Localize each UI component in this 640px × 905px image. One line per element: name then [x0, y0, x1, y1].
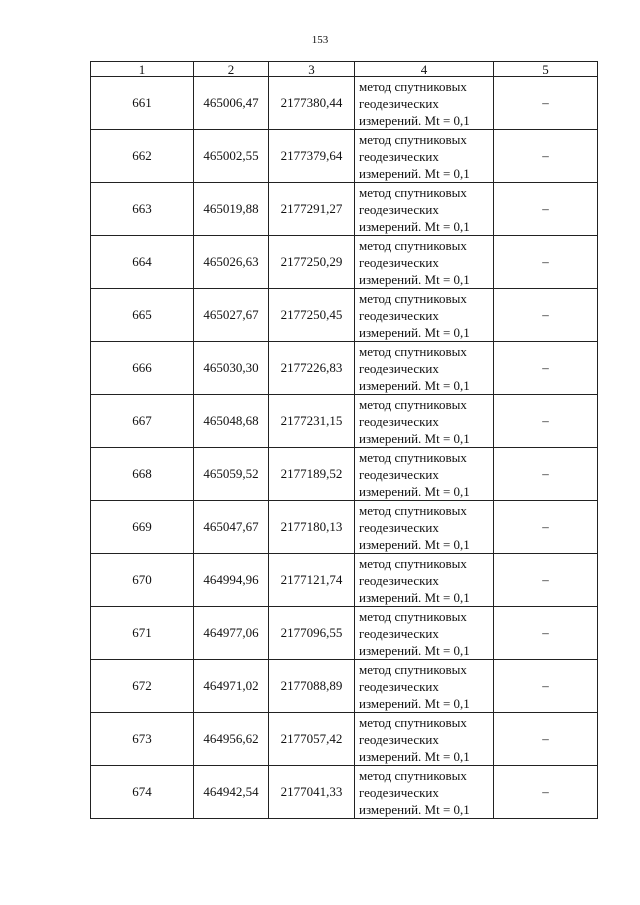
point-number-cell: 665: [91, 289, 194, 342]
column-header-4: 4: [355, 62, 494, 77]
y-coordinate-cell: 2177379,64: [269, 130, 355, 183]
page-number: 153: [311, 34, 329, 46]
method-line: измерений. Mt = 0,1: [359, 748, 470, 764]
method-line: метод спутниковых: [359, 555, 467, 571]
method-line: метод спутниковых: [359, 78, 467, 94]
table-row: [91, 501, 598, 554]
point-number-cell: 668: [91, 448, 194, 501]
method-line: метод спутниковых: [359, 661, 467, 677]
note-cell: –: [494, 289, 598, 342]
method-cell: [355, 130, 494, 183]
method-line: измерений. Mt = 0,1: [359, 536, 470, 552]
method-line: метод спутниковых: [359, 608, 467, 624]
method-cell: [355, 501, 494, 554]
method-line: измерений. Mt = 0,1: [359, 377, 470, 393]
method-line: геодезических: [359, 254, 439, 270]
y-coordinate-cell: 2177231,15: [269, 395, 355, 448]
method-line: метод спутниковых: [359, 767, 467, 783]
method-line: геодезических: [359, 95, 439, 111]
y-coordinate-cell: 2177226,83: [269, 342, 355, 395]
method-line: метод спутниковых: [359, 290, 467, 306]
x-coordinate-cell: 465002,55: [194, 130, 269, 183]
x-coordinate-cell: 465027,67: [194, 289, 269, 342]
note-cell: –: [494, 554, 598, 607]
x-coordinate-cell: 464994,96: [194, 554, 269, 607]
method-cell: [355, 236, 494, 289]
method-line: измерений. Mt = 0,1: [359, 483, 470, 499]
point-number-cell: 663: [91, 183, 194, 236]
method-cell: [355, 183, 494, 236]
method-line: измерений. Mt = 0,1: [359, 589, 470, 605]
method-line: геодезических: [359, 466, 439, 482]
y-coordinate-cell: 2177088,89: [269, 660, 355, 713]
method-line: измерений. Mt = 0,1: [359, 642, 470, 658]
x-coordinate-cell: 465047,67: [194, 501, 269, 554]
method-line: геодезических: [359, 572, 439, 588]
method-line: геодезических: [359, 360, 439, 376]
method-line: геодезических: [359, 784, 439, 800]
point-number-cell: 664: [91, 236, 194, 289]
point-number-cell: 672: [91, 660, 194, 713]
x-coordinate-cell: 465048,68: [194, 395, 269, 448]
table-row: [91, 607, 598, 660]
table-header-row: [91, 62, 598, 77]
method-line: геодезических: [359, 731, 439, 747]
method-line: метод спутниковых: [359, 237, 467, 253]
point-number-cell: 674: [91, 766, 194, 819]
method-line: метод спутниковых: [359, 714, 467, 730]
note-cell: –: [494, 766, 598, 819]
point-number-cell: 662: [91, 130, 194, 183]
x-coordinate-cell: 464956,62: [194, 713, 269, 766]
table-row: [91, 554, 598, 607]
table-row: [91, 766, 598, 819]
method-line: метод спутниковых: [359, 396, 467, 412]
method-cell: [355, 77, 494, 130]
method-cell: [355, 713, 494, 766]
point-number-cell: 673: [91, 713, 194, 766]
note-cell: –: [494, 395, 598, 448]
y-coordinate-cell: 2177057,42: [269, 713, 355, 766]
note-cell: –: [494, 236, 598, 289]
note-cell: –: [494, 660, 598, 713]
method-line: геодезических: [359, 519, 439, 535]
table-row: [91, 342, 598, 395]
method-line: геодезических: [359, 625, 439, 641]
note-cell: –: [494, 342, 598, 395]
table-row: [91, 77, 598, 130]
method-cell: [355, 607, 494, 660]
x-coordinate-cell: 465030,30: [194, 342, 269, 395]
method-line: геодезических: [359, 201, 439, 217]
method-line: измерений. Mt = 0,1: [359, 695, 470, 711]
method-line: измерений. Mt = 0,1: [359, 112, 470, 128]
table-row: [91, 236, 598, 289]
table-row: [91, 713, 598, 766]
method-cell: [355, 554, 494, 607]
x-coordinate-cell: 464977,06: [194, 607, 269, 660]
method-line: геодезических: [359, 678, 439, 694]
column-header-2: 2: [194, 62, 269, 77]
y-coordinate-cell: 2177250,45: [269, 289, 355, 342]
point-number-cell: 667: [91, 395, 194, 448]
method-line: измерений. Mt = 0,1: [359, 324, 470, 340]
coordinates-table: [90, 61, 598, 819]
method-cell: [355, 448, 494, 501]
method-line: геодезических: [359, 148, 439, 164]
point-number-cell: 661: [91, 77, 194, 130]
table-row: [91, 448, 598, 501]
y-coordinate-cell: 2177250,29: [269, 236, 355, 289]
table-body: [91, 77, 598, 819]
y-coordinate-cell: 2177096,55: [269, 607, 355, 660]
point-number-cell: 671: [91, 607, 194, 660]
y-coordinate-cell: 2177180,13: [269, 501, 355, 554]
method-line: метод спутниковых: [359, 502, 467, 518]
method-line: метод спутниковых: [359, 131, 467, 147]
table-row: [91, 130, 598, 183]
x-coordinate-cell: 465006,47: [194, 77, 269, 130]
method-line: измерений. Mt = 0,1: [359, 218, 470, 234]
note-cell: –: [494, 183, 598, 236]
note-cell: –: [494, 607, 598, 660]
method-line: метод спутниковых: [359, 449, 467, 465]
method-line: метод спутниковых: [359, 343, 467, 359]
note-cell: –: [494, 713, 598, 766]
note-cell: –: [494, 448, 598, 501]
method-line: измерений. Mt = 0,1: [359, 430, 470, 446]
x-coordinate-cell: 465059,52: [194, 448, 269, 501]
method-cell: [355, 766, 494, 819]
method-cell: [355, 289, 494, 342]
column-header-3: 3: [269, 62, 355, 77]
note-cell: –: [494, 501, 598, 554]
y-coordinate-cell: 2177189,52: [269, 448, 355, 501]
column-header-5: 5: [494, 62, 598, 77]
table-row: [91, 183, 598, 236]
method-cell: [355, 660, 494, 713]
table-row: [91, 289, 598, 342]
method-line: метод спутниковых: [359, 184, 467, 200]
y-coordinate-cell: 2177291,27: [269, 183, 355, 236]
point-number-cell: 670: [91, 554, 194, 607]
y-coordinate-cell: 2177041,33: [269, 766, 355, 819]
table-row: [91, 395, 598, 448]
y-coordinate-cell: 2177121,74: [269, 554, 355, 607]
method-line: измерений. Mt = 0,1: [359, 271, 470, 287]
point-number-cell: 666: [91, 342, 194, 395]
x-coordinate-cell: 465026,63: [194, 236, 269, 289]
method-line: геодезических: [359, 307, 439, 323]
table-row: [91, 660, 598, 713]
method-cell: [355, 342, 494, 395]
method-line: измерений. Mt = 0,1: [359, 801, 470, 817]
note-cell: –: [494, 130, 598, 183]
method-line: геодезических: [359, 413, 439, 429]
note-cell: –: [494, 77, 598, 130]
x-coordinate-cell: 464971,02: [194, 660, 269, 713]
y-coordinate-cell: 2177380,44: [269, 77, 355, 130]
method-cell: [355, 395, 494, 448]
method-line: измерений. Mt = 0,1: [359, 165, 470, 181]
x-coordinate-cell: 465019,88: [194, 183, 269, 236]
column-header-1: 1: [91, 62, 194, 77]
x-coordinate-cell: 464942,54: [194, 766, 269, 819]
point-number-cell: 669: [91, 501, 194, 554]
